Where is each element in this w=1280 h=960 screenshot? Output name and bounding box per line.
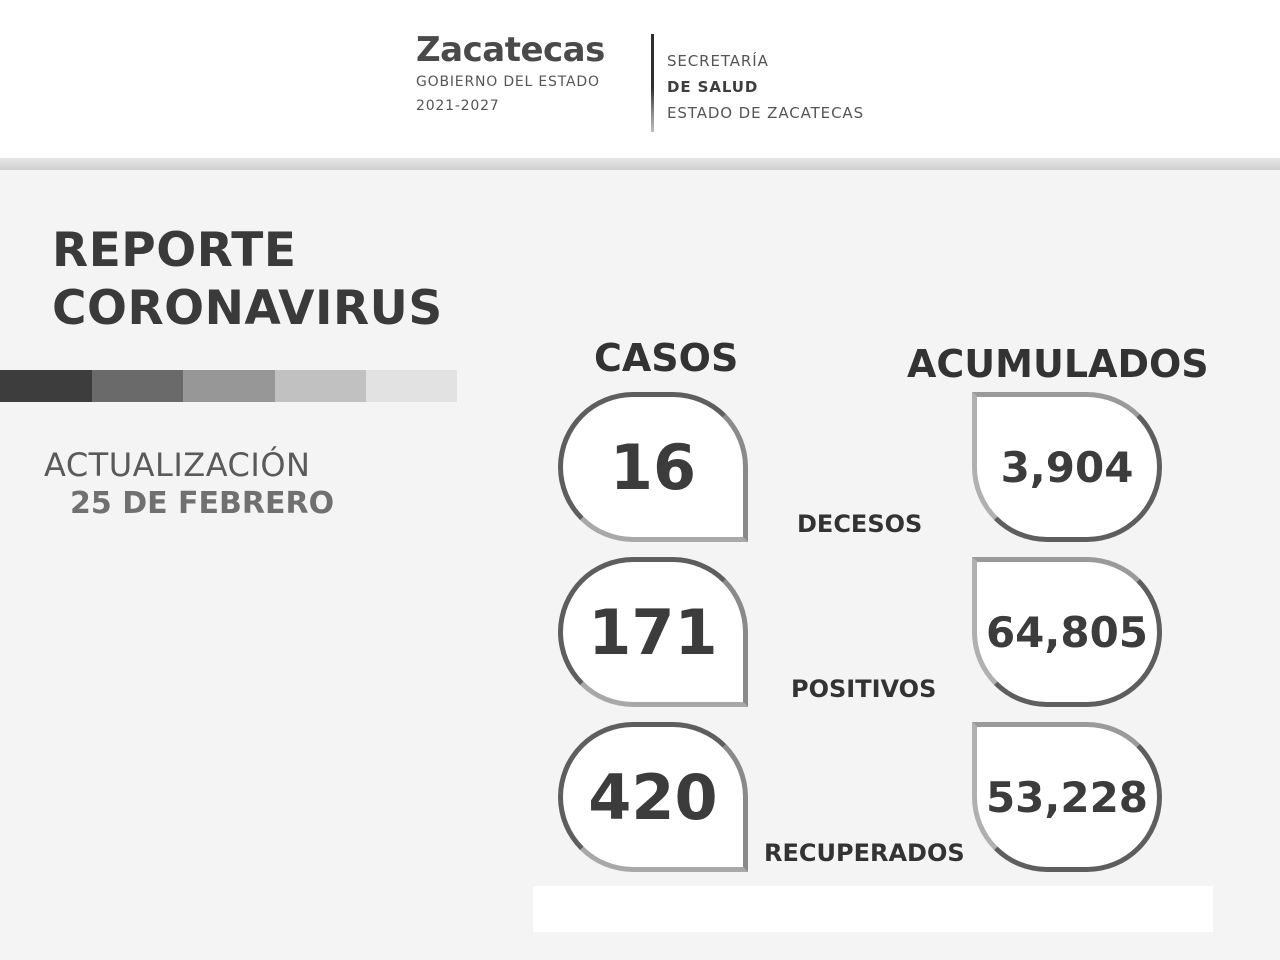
page-header — [0, 0, 1280, 158]
cumulative-recovered-value: 53,228 — [985, 772, 1149, 822]
cumulative-recovered-card — [972, 722, 1162, 872]
positives-label: POSITIVOS — [791, 675, 937, 703]
gradient-stripe-4 — [275, 370, 366, 402]
deaths-label: DECESOS — [797, 510, 923, 538]
daily-positives-value: 171 — [588, 595, 718, 669]
daily-recovered-card — [558, 722, 748, 872]
brand-subtitle: GOBIERNO DEL ESTADO — [416, 74, 600, 90]
daily-recovered-value: 420 — [588, 760, 718, 834]
report-title-line-1: REPORTE — [52, 223, 297, 278]
gradient-stripe-1 — [0, 370, 92, 402]
report-title — [52, 222, 443, 338]
footer-box — [533, 886, 1213, 932]
logo-divider — [651, 34, 654, 132]
cumulative-positives-value: 64,805 — [985, 607, 1149, 657]
recovered-label: RECUPERADOS — [764, 839, 965, 867]
state-logo — [416, 30, 636, 118]
update-date: 25 DE FEBRERO — [70, 486, 335, 521]
report-title-line-2: CORONAVIRUS — [52, 281, 443, 336]
agency-line-3: ESTADO DE ZACATECAS — [667, 104, 865, 122]
update-label: ACTUALIZACIÓN — [44, 446, 311, 484]
daily-positives-card — [558, 557, 748, 707]
cumulative-deaths-value: 3,904 — [1000, 442, 1134, 492]
cumulative-deaths-card — [972, 392, 1162, 542]
cumulative-positives-card — [972, 557, 1162, 707]
daily-deaths-card — [558, 392, 748, 542]
gradient-stripe-5 — [366, 370, 457, 402]
cumulative-header: ACUMULADOS — [907, 342, 1209, 386]
agency-line-1: SECRETARÍA — [667, 52, 769, 70]
brand-name: Zacatecas — [416, 30, 605, 70]
agency-logo — [667, 48, 864, 126]
daily-cases-header: CASOS — [594, 336, 739, 380]
brand-period: 2021-2027 — [416, 98, 500, 114]
gradient-stripe-2 — [92, 370, 183, 402]
agency-line-2: DE SALUD — [667, 78, 759, 96]
gradient-stripe-3 — [183, 370, 275, 402]
header-divider — [0, 158, 1280, 170]
daily-deaths-value: 16 — [609, 430, 697, 504]
